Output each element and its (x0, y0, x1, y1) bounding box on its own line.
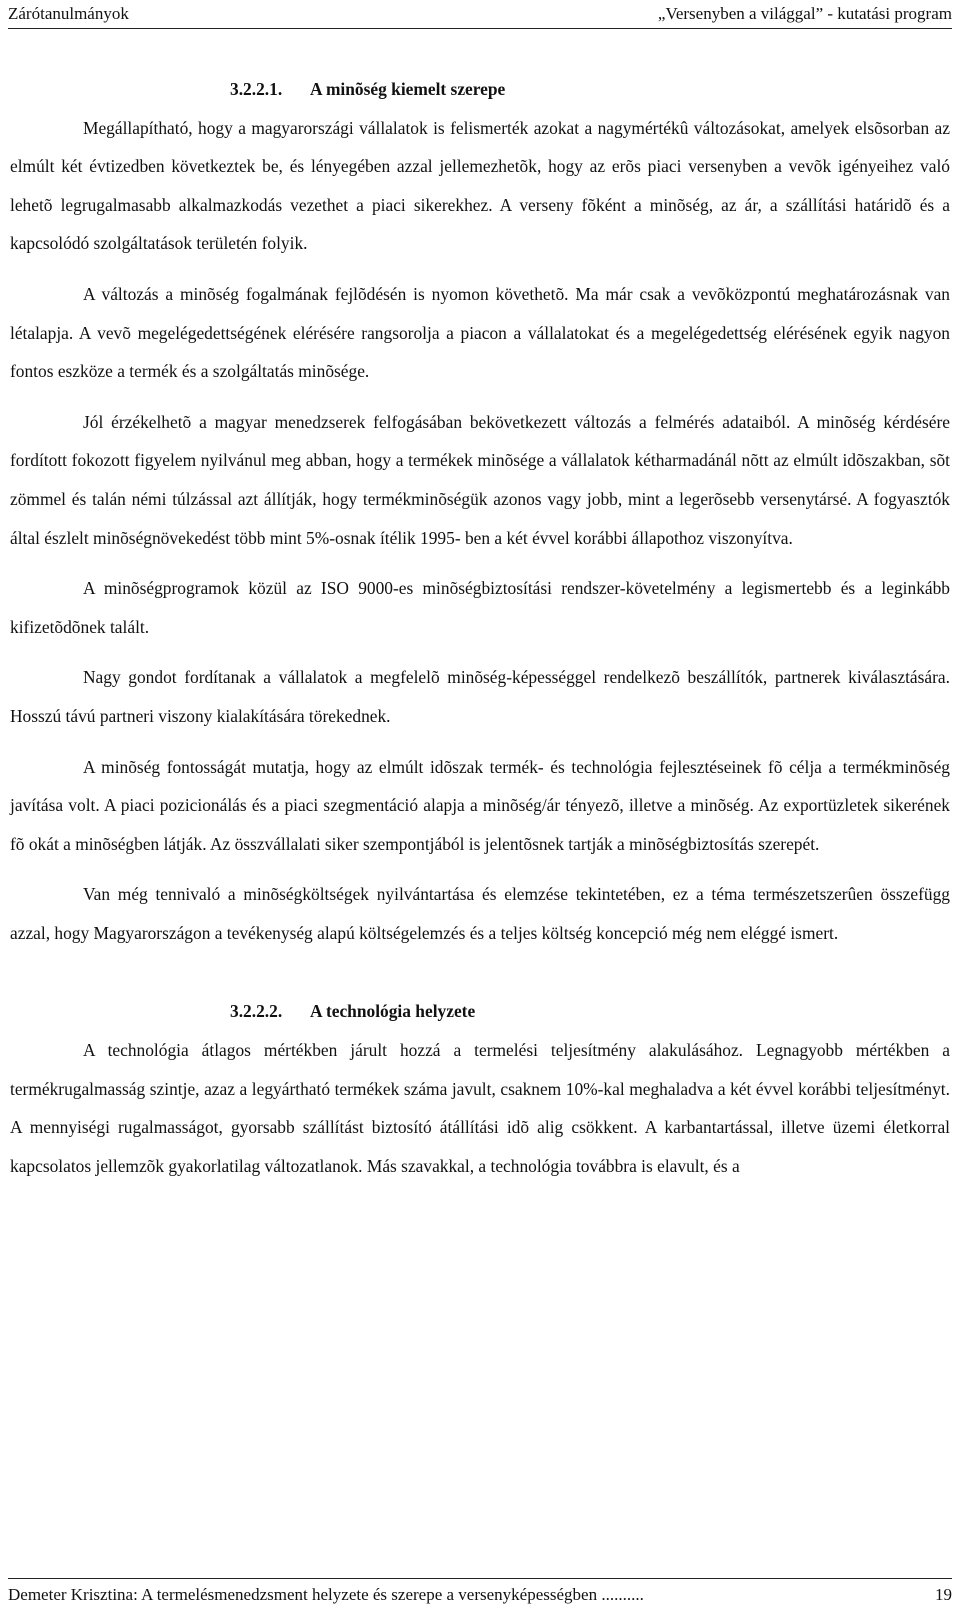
paragraph: A technológia átlagos mértékben járult hozzá a termelési teljesítmény alakulásához. Legnagyobb mértékben a termékrugalmasság szintje, azaz a legyártható termékek száma javult, csaknem 10%-kal meghaladva a két évvel korábbi teljesítményt. A mennyiségi rugalmasságot, gyorsabb szállítást biztosító átállítási idõ alig csökkent. A karbantartással, illetve üzemi életkorral kapcsolatos jellemzõk gyakorlatilag változatlanok. Más szavakkal, a technológia továbbra is elavult, és a (10, 1040, 950, 1176)
section-number: 3.2.2.2. (230, 1001, 283, 1022)
header-left-title: Zárótanulmányok (8, 4, 129, 23)
paragraph: A minõség fontosságát mutatja, hogy az elmúlt idõszak termék- és technológia fejlesztéseinek fõ célja a termékminõség javítása volt. A piaci pozicionálás és a piaci szegmentáció alapja a minõség/ár tényezõ, illetve a minõség. Az exportüzletek sikerének fõ okát a minõségben látják. Az összvállalati siker szempontjából is jelentõsnek tartják a minõségbiztosítás szerepét. (10, 756, 950, 854)
paragraph: Van még tennivaló a minõségköltségek nyilvántartása és elemzése tekintetében, ez a téma természetszerûen összefügg azzal, hogy Magyarországon a tevékenység alapú költségelemzés és a teljes költség koncepció még nem eléggé ismert. (10, 884, 950, 943)
section-title: A technológia helyzete (310, 1001, 476, 1022)
paragraph: A változás a minõség fogalmának fejlõdésén is nyomon követhetõ. Ma már csak a vevõközpontú meghatározásnak van létalapja. A vevõ megelégedettségének elérésére rangsorolja a piacon a vállalatokat és a megelégedettség elérésének egyik nagyon fontos eszköze a termék és a szolgáltatás minõsége. (10, 283, 950, 382)
paragraph: Nagy gondot fordítanak a vállalatok a megfelelõ minõség-képességgel rendelkezõ beszállítók, partnerek kiválasztására. Hosszú távú partneri viszony kialakítására törekednek. (10, 667, 950, 726)
section-number: 3.2.2.1. (230, 79, 283, 99)
page-header (8, 0, 952, 29)
paragraph: A minõségprogramok közül az ISO 9000-es minõségbiztosítási rendszer-követelmény a legismertebb és a leginkább kifizetõdõnek talált. (10, 578, 950, 637)
page-number: 19 (935, 1585, 952, 1604)
document-body (10, 70, 950, 1185)
header-right-title: „Versenyben a világgal” - kutatási program (657, 4, 952, 23)
page-footer (8, 1578, 952, 1605)
section-heading-technology (10, 992, 950, 1031)
paragraph: Megállapítható, hogy a magyarországi vállalatok is felismerték azokat a nagymértékû változásokat, amelyek elsõsorban az elmúlt két évtizedben következtek be, és lényegében azzal jellemezhetõk, hogy az erõs piaci versenyben a vevõk igényeihez való lehetõ legrugalmasabb alkalmazkodás vezethet a piaci sikerekhez. A verseny fõként a minõség, az ár, a szállítási határidõ és a kapcsolódó szolgáltatások területén folyik. (10, 117, 950, 254)
section-heading-quality (10, 70, 950, 109)
paragraph: Jól érzékelhetõ a magyar menedzserek felfogásában bekövetkezett változás a felmérés adataiból. A minõség kérdésére fordított fokozott figyelem nyilvánul meg abban, hogy a termékek minõsége a vállalatok kétharmadánál nõtt az elmúlt idõszakban, sõt zömmel és talán némi túlzással azt állítják, hogy termékminõségük azonos vagy jobb, mint a legerõsebb versenytársé. A fogyasztók által észlelt minõségnövekedést több mint 5%-osnak ítélik 1995- ben a két évvel korábbi állapothoz viszonyítva. (10, 411, 950, 548)
section-title: A minõség kiemelt szerepe (310, 79, 506, 99)
footer-text: Demeter Krisztina: A termelésmenedzsment helyzete és szerepe a versenyképességben .......... (8, 1585, 644, 1604)
